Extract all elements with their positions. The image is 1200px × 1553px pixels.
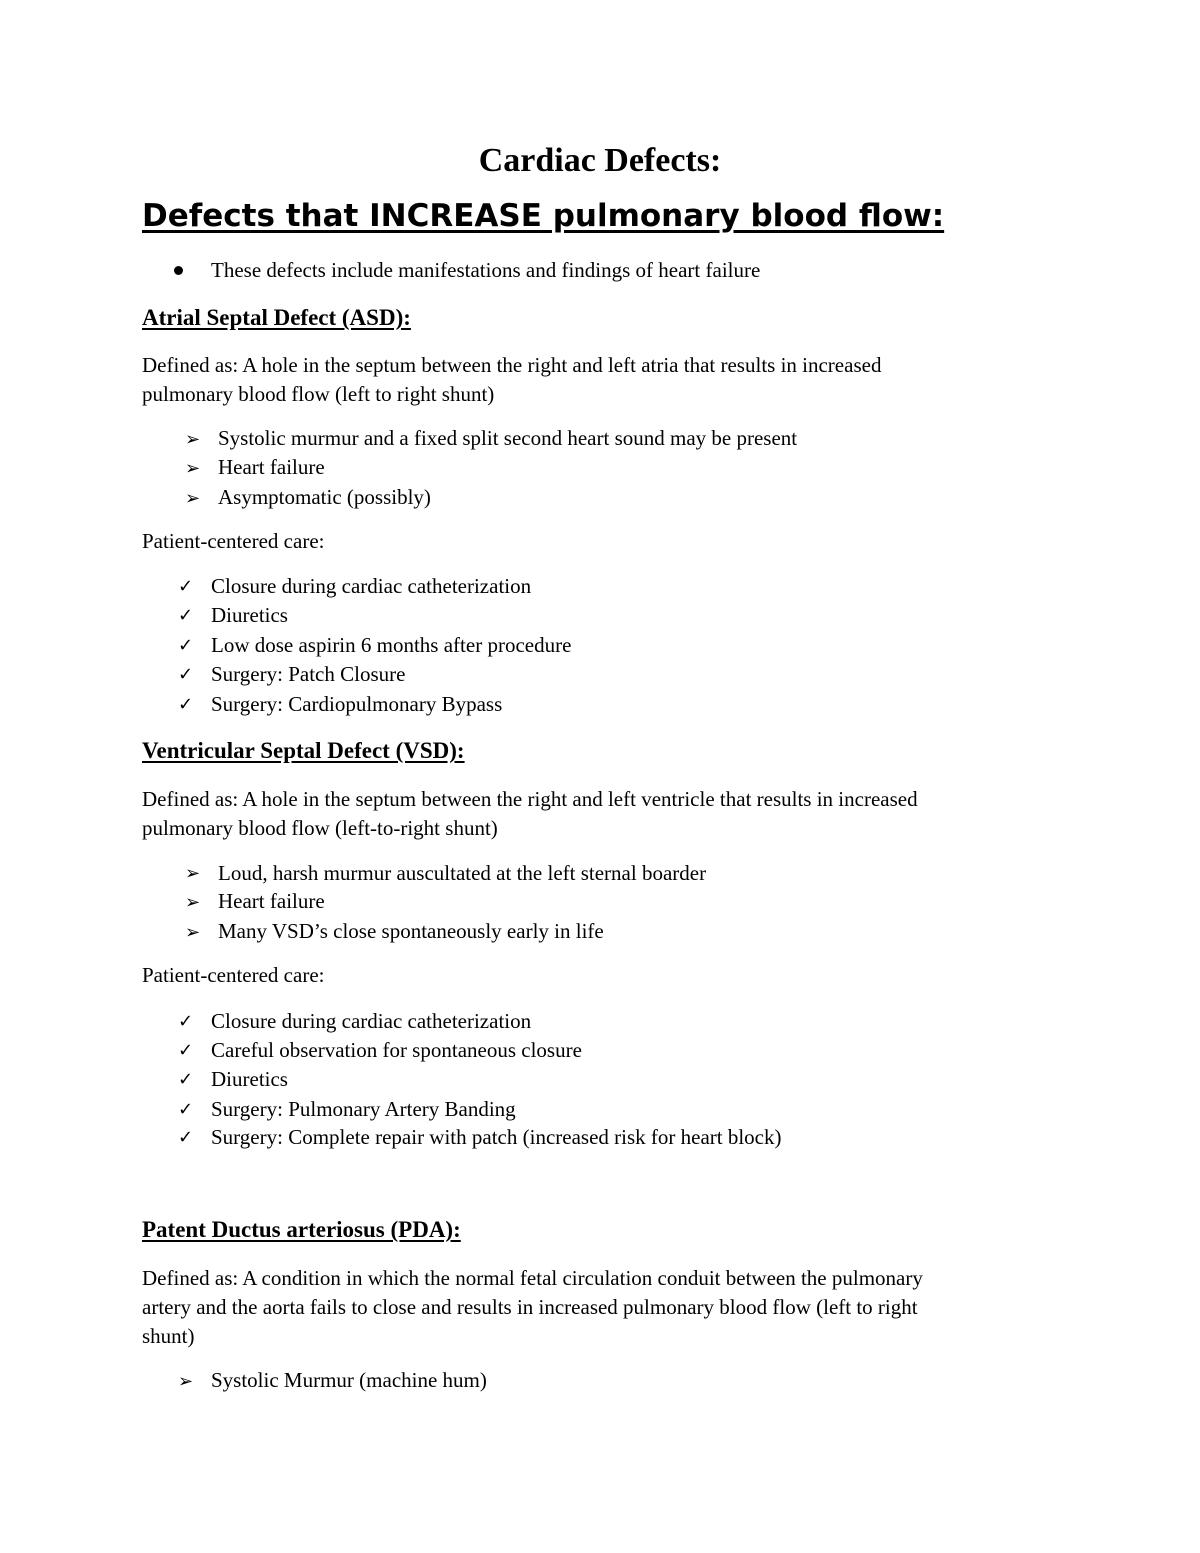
asd-definition-line-1: Defined as: A hole in the septum between the right and left atria that results in increased — [142, 353, 882, 377]
vsd-care-item: Careful observation for spontaneous closure — [211, 1038, 582, 1062]
checkmark-bullet-icon: ✓ — [178, 1099, 194, 1120]
asd-care-item: Surgery: Patch Closure — [211, 662, 406, 686]
asd-care-item: Diuretics — [211, 603, 288, 627]
vsd-care-item: Diuretics — [211, 1067, 288, 1091]
asd-finding: Asymptomatic (possibly) — [218, 485, 431, 509]
asd-care-label: Patient-centered care: — [142, 529, 325, 553]
asd-finding: Heart failure — [218, 455, 325, 479]
vsd-definition-line-2: pulmonary blood flow (left-to-right shunt) — [142, 816, 498, 840]
pda-heading: Patent Ductus arteriosus (PDA): — [142, 1217, 461, 1242]
arrowhead-bullet-icon: ➢ — [178, 1371, 194, 1392]
asd-definition-line-2: pulmonary blood flow (left to right shunt) — [142, 382, 495, 406]
checkmark-bullet-icon: ✓ — [178, 1127, 194, 1148]
arrowhead-bullet-icon: ➢ — [185, 892, 201, 913]
pda-definition-line-2: artery and the aorta fails to close and results in increased pulmonary blood flow (left to right — [142, 1295, 918, 1319]
vsd-care-item: Closure during cardiac catheterization — [211, 1009, 532, 1033]
pda-definition-line-3: shunt) — [142, 1324, 195, 1348]
checkmark-bullet-icon: ✓ — [178, 635, 194, 656]
vsd-care-label: Patient-centered care: — [142, 963, 325, 987]
round-bullet-icon — [174, 266, 183, 275]
pda-definition-line-1: Defined as: A condition in which the normal fetal circulation conduit between the pulmonary — [142, 1266, 923, 1290]
checkmark-bullet-icon: ✓ — [178, 664, 194, 685]
asd-heading: Atrial Septal Defect (ASD): — [142, 305, 411, 330]
vsd-finding: Heart failure — [218, 889, 325, 913]
asd-care-item: Surgery: Cardiopulmonary Bypass — [211, 692, 503, 716]
asd-care-item: Closure during cardiac catheterization — [211, 574, 532, 598]
vsd-finding: Loud, harsh murmur auscultated at the left sternal boarder — [218, 861, 707, 885]
arrowhead-bullet-icon: ➢ — [185, 458, 201, 479]
section-heading: Defects that INCREASE pulmonary blood flow: — [142, 198, 945, 234]
checkmark-bullet-icon: ✓ — [178, 1069, 194, 1090]
vsd-finding: Many VSD’s close spontaneously early in life — [218, 919, 604, 943]
checkmark-bullet-icon: ✓ — [178, 694, 194, 715]
arrowhead-bullet-icon: ➢ — [185, 922, 201, 943]
checkmark-bullet-icon: ✓ — [178, 576, 194, 597]
checkmark-bullet-icon: ✓ — [178, 605, 194, 626]
arrowhead-bullet-icon: ➢ — [185, 863, 201, 884]
vsd-definition-line-1: Defined as: A hole in the septum between the right and left ventricle that results in increased — [142, 787, 918, 811]
pda-finding: Systolic Murmur (machine hum) — [211, 1368, 487, 1392]
arrowhead-bullet-icon: ➢ — [185, 488, 201, 509]
vsd-care-item: Surgery: Pulmonary Artery Banding — [211, 1097, 516, 1121]
checkmark-bullet-icon: ✓ — [178, 1011, 194, 1032]
vsd-heading: Ventricular Septal Defect (VSD): — [142, 738, 465, 763]
document-title: Cardiac Defects: — [478, 142, 722, 179]
vsd-care-item: Surgery: Complete repair with patch (increased risk for heart block) — [211, 1125, 782, 1149]
asd-care-item: Low dose aspirin 6 months after procedure — [211, 633, 572, 657]
intro-bullet-text: These defects include manifestations and findings of heart failure — [211, 258, 761, 282]
arrowhead-bullet-icon: ➢ — [185, 429, 201, 450]
checkmark-bullet-icon: ✓ — [178, 1040, 194, 1061]
asd-finding: Systolic murmur and a fixed split second heart sound may be present — [218, 426, 798, 450]
